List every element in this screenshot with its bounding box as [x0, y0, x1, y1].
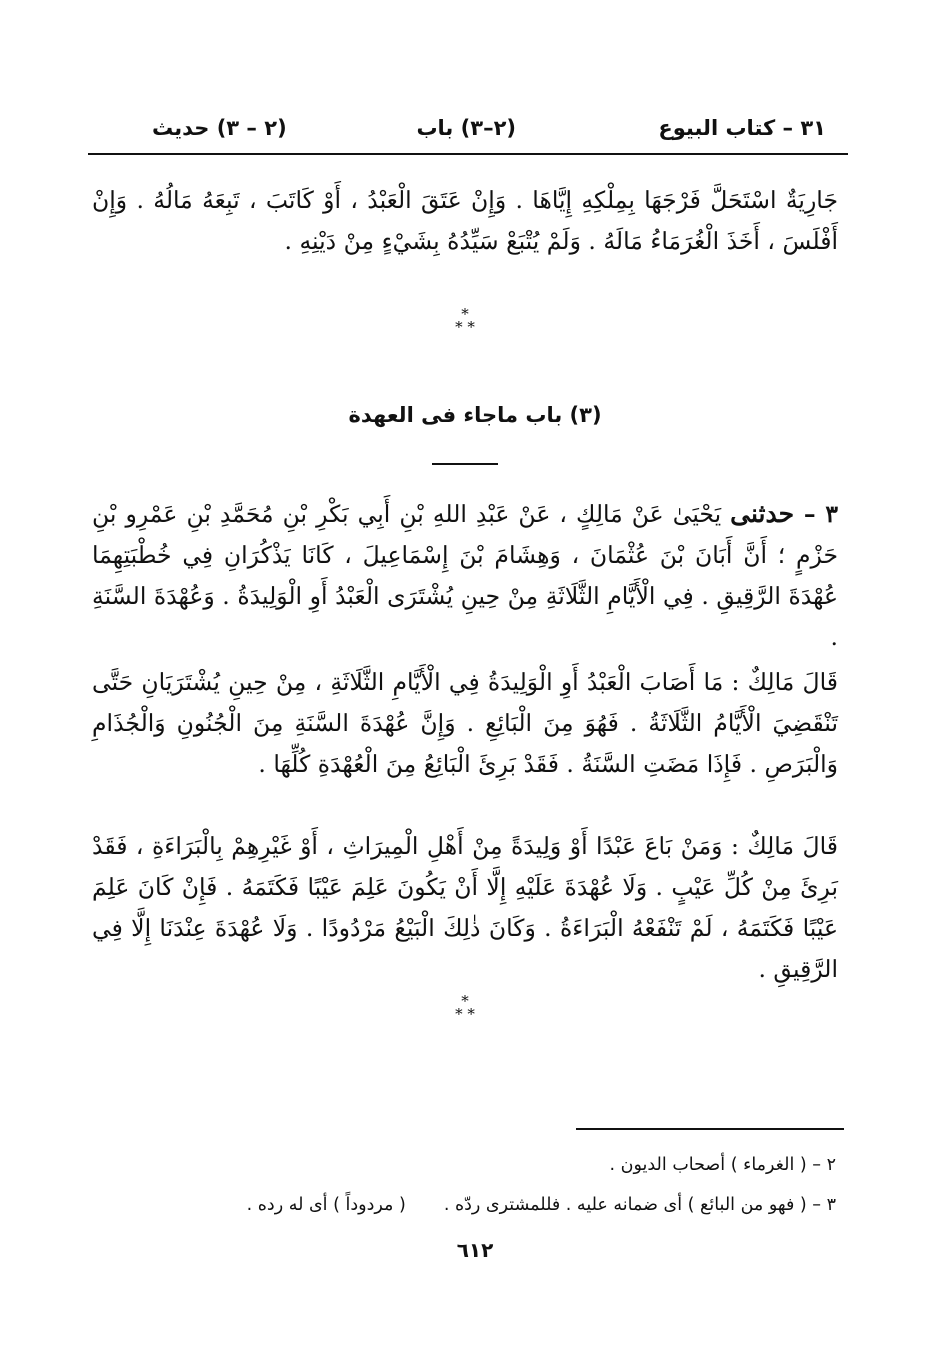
hadith-text: يَحْيَىٰ عَنْ مَالِكٍ ، عَنْ عَبْدِ اللهِ بْنِ أَبِي بَكْرِ بْنِ مُحَمَّدِ بْنِ عَمْرِو بْنِ حَزْمٍ ؛ أَنَّ أَبَانَ بْنَ عُثْمَانَ ، وَهِشَامَ بْنَ إِسْمَاعِيلَ ، كَانَا يَذْكُرَانِ فِي خُطْبَتِهِمَا عُهْدَةَ الرَّقِيقِ . فِي الْأَيَّامِ الثَّلَاثَةِ مِنْ حِينِ يُشْتَرَى الْعَبْدُ أَوِ الْوَلِيدَةُ . وَعُهْدَةَ السَّنَةِ .	[92, 500, 838, 651]
running-header	[90, 112, 846, 146]
footnote-2-part-a: ٣ – ( فهو من البائع ) أى ضمانه عليه . فللمشترى ردّه .	[443, 1195, 836, 1215]
header-chapter-number: (٢–٣) باب	[416, 116, 516, 140]
header-rule	[88, 153, 848, 155]
section-separator	[445, 305, 485, 338]
footnote-2	[200, 1185, 836, 1225]
chapter-title-rule	[432, 463, 498, 465]
paragraph-continuation: جَارِيَةٌ اسْتَحَلَّ فَرْجَهَا بِمِلْكِهِ إِيَّاهَا . وَإِنْ عَتَقَ الْعَبْدُ ، أَوْ كَاتَبَ ، تَبِعَهُ مَالُهُ . وَإِنْ أَفْلَسَ ، أَخَذَ الْغُرَمَاءُ مَالَهُ . وَلَمْ يُتْبَعْ سَيِّدُهُ بِشَيْءٍ مِنْ دَيْنِهِ .	[92, 186, 838, 255]
footnotes	[200, 1145, 836, 1225]
section-separator-end	[445, 992, 485, 1025]
header-hadith-number: (٢ – ٣) حديث	[152, 116, 287, 140]
hadith-number: ٣ –	[794, 500, 838, 528]
separator-top-star: *	[461, 305, 469, 323]
footnote-1: ٢ – ( الغرماء ) أصحاب الديون .	[609, 1155, 836, 1175]
page-number: ٦١٢	[456, 1238, 494, 1262]
footnote-2-part-b: ( مردوداً ) أى له رده .	[246, 1195, 406, 1215]
separator-bottom-stars: * *	[455, 1005, 475, 1023]
header-book-title: ٣١ – كتاب البيوع	[658, 116, 826, 140]
separator-top-star: *	[461, 992, 469, 1010]
footnote-rule	[576, 1128, 844, 1130]
separator-bottom-stars: * *	[455, 318, 475, 336]
chapter-title: (٣) باب ماجاء فى العهدة	[348, 403, 602, 427]
hadith-paragraph	[92, 493, 838, 658]
hadith-lead-word: حدثنى	[730, 499, 795, 528]
malik-comment-1: قَالَ مَالِكٌ : مَا أَصَابَ الْعَبْدُ أَوِ الْوَلِيدَةُ فِي الْأَيَّامِ الثَّلَاثَةِ ، مِنْ حِينِ يُشْتَرَيَانِ حَتَّى تَنْقَضِيَ الْأَيَّامُ الثَّلَاثَةُ . فَهُوَ مِنَ الْبَائِعِ . وَإِنَّ عُهْدَةَ السَّنَةِ مِنَ الْجُنُونِ وَالْجُذَامِ وَالْبَرَصِ . فَإِذَا مَضَتِ السَّنَةُ . فَقَدْ بَرِئَ الْبَائِعُ مِنَ الْعُهْدَةِ كُلِّهَا .	[92, 668, 838, 778]
malik-comment-2: قَالَ مَالِكٌ : وَمَنْ بَاعَ عَبْدًا أَوْ وَلِيدَةً مِنْ أَهْلِ الْمِيرَاثِ ، أَوْ غَيْرِهِمْ بِالْبَرَاءَةِ ، فَقَدْ بَرِئَ مِنْ كُلِّ عَيْبٍ . وَلَا عُهْدَةَ عَلَيْهِ إِلَّا أَنْ يَكُونَ عَلِمَ عَيْبًا فَكَتَمَهُ . فَإِنْ كَانَ عَلِمَ عَيْبًا فَكَتَمَهُ ، لَمْ تَنْفَعْهُ الْبَرَاءَةُ . وَكَانَ ذٰلِكَ الْبَيْعُ مَرْدُودًا . وَلَا عُهْدَةَ عِنْدَنَا إِلَّا فِي الرَّقِيقِ .	[92, 832, 838, 983]
